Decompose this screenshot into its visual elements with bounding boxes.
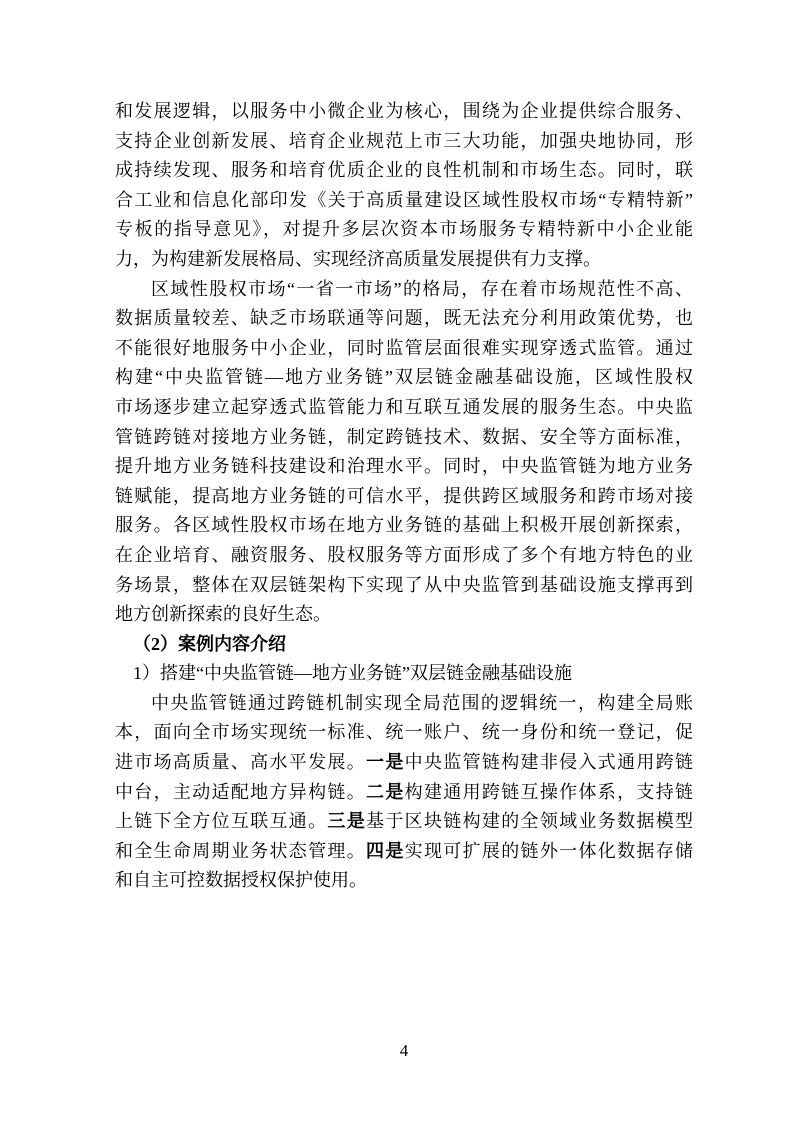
text-segment: 和发展逻辑，以服务中小微企业为核心，围绕为企业提供综合服务、 — [115, 101, 693, 121]
text-segment: 数据质量较差、缺乏市场联通等问题，既无法充分利用政策优势，也 — [115, 308, 693, 329]
paragraph-2-line-4 — [115, 363, 693, 393]
text-segment: 中台，主动适配地方异构链。 — [115, 781, 367, 802]
text-segment: 基于区块链构建的全领域业务数据模型 — [366, 811, 693, 832]
text-segment: 市场逐步建立起穿透式监管能力和互联互通发展的服务生态。中央监 — [115, 396, 693, 417]
text-segment: 在企业培育、融资服务、股权服务等方面形成了多个有地方特色的业 — [115, 544, 693, 565]
paragraph-2-line-2 — [115, 304, 693, 334]
text-segment: 成持续发现、服务和培育优质企业的良性机制和市场生态。同时，联 — [115, 160, 693, 181]
paragraph-3-line-6 — [115, 837, 693, 867]
paragraph-2-line-8 — [115, 482, 693, 512]
paragraph-2-line-3 — [115, 334, 693, 364]
text-segment: 链赋能，提高地方业务链的可信水平，提供跨区域服务和跨市场对接 — [115, 485, 693, 506]
text-segment: 专板的指导意见》，对提升多层次资本市场服务专精特新中小企业能 — [115, 219, 693, 240]
subheading-item-1-line-1 — [115, 659, 693, 689]
paragraph-2-line-12 — [115, 600, 693, 630]
paragraph-2-line-9 — [115, 511, 693, 541]
paragraph-1-line-6 — [115, 245, 693, 275]
paragraph-2-line-7 — [115, 452, 693, 482]
text-segment: 和自主可控数据授权保护使用。 — [115, 870, 367, 891]
paragraph-1-line-3 — [115, 156, 693, 186]
text-segment: 务场景，整体在双层链架构下实现了从中央监管到基础设施支撑再到 — [115, 574, 693, 595]
text-segment: 区域性股权市场“一省一市场”的格局，存在着市场规范性不高、 — [151, 278, 693, 299]
paragraph-2-line-10 — [115, 541, 693, 571]
paragraph-3-line-4 — [115, 778, 693, 808]
text-segment: 上链下全方位互联互通。 — [115, 811, 328, 832]
text-segment: 和全生命周期业务状态管理。 — [115, 840, 367, 861]
paragraph-1-line-4 — [115, 186, 693, 216]
page-number: 4 — [399, 1041, 409, 1060]
text-segment: 不能很好地服务中小企业，同时监管层面很难实现穿透式监管。通过 — [115, 337, 693, 358]
paragraph-1-line-1 — [115, 97, 693, 127]
bold-text-segment: 二是 — [366, 781, 405, 802]
paragraph-2-line-6 — [115, 423, 693, 453]
paragraph-3-line-5 — [115, 807, 693, 837]
bold-text-segment: 一是 — [366, 752, 405, 773]
paragraph-1-line-5 — [115, 215, 693, 245]
text-segment: 构建通用跨链互操作体系，支持链 — [404, 781, 693, 802]
text-segment: 提升地方业务链科技建设和治理水平。同时，中央监管链为地方业务 — [115, 456, 693, 477]
text-segment: 力，为构建新发展格局、实现经济高质量发展提供有力支撑。 — [115, 248, 601, 269]
paragraph-3-line-3 — [115, 748, 693, 778]
text-segment: 支持企业创新发展、培育企业规范上市三大功能，加强央地协同，形 — [115, 130, 693, 151]
bold-text-segment: 三是 — [327, 811, 367, 832]
text-segment: 中央监管链构建非侵入式通用跨链 — [404, 752, 693, 773]
paragraph-3-line-2 — [115, 718, 693, 748]
text-segment: 服务。各区域性股权市场在地方业务链的基础上积极开展创新探索， — [115, 515, 693, 536]
bold-text-segment: 四是 — [366, 840, 405, 861]
heading-case-content-intro-line-1 — [115, 630, 693, 660]
text-segment: 进市场高质量、高水平发展。 — [115, 752, 367, 773]
text-segment: 地方创新探索的良好生态。 — [115, 604, 331, 625]
bold-text-segment: （2）案例内容介绍 — [133, 633, 286, 654]
document-body — [115, 97, 693, 896]
paragraph-2-line-1 — [115, 275, 693, 305]
text-segment: 中央监管链通过跨链机制实现全局范围的逻辑统一，构建全局账 — [151, 692, 693, 713]
text-segment: 构建“中央监管链—地方业务链”双层链金融基础设施，区域性股权 — [115, 367, 693, 388]
paragraph-3-line-7 — [115, 866, 693, 896]
text-segment: 管链跨链对接地方业务链，制定跨链技术、数据、安全等方面标准， — [115, 426, 693, 447]
text-segment: 1）搭建“中央监管链—地方业务链”双层链金融基础设施 — [133, 663, 572, 684]
text-segment: 本，面向全市场实现统一标准、统一账户、统一身份和统一登记，促 — [115, 722, 693, 743]
paragraph-1-line-2 — [115, 127, 693, 157]
paragraph-3-line-1 — [115, 689, 693, 719]
text-segment: 实现可扩展的链外一体化数据存储 — [404, 840, 693, 861]
paragraph-2-line-5 — [115, 393, 693, 423]
paragraph-2-line-11 — [115, 571, 693, 601]
text-segment: 合工业和信息化部印发《关于高质量建设区域性股权市场“专精特新” — [115, 189, 693, 210]
